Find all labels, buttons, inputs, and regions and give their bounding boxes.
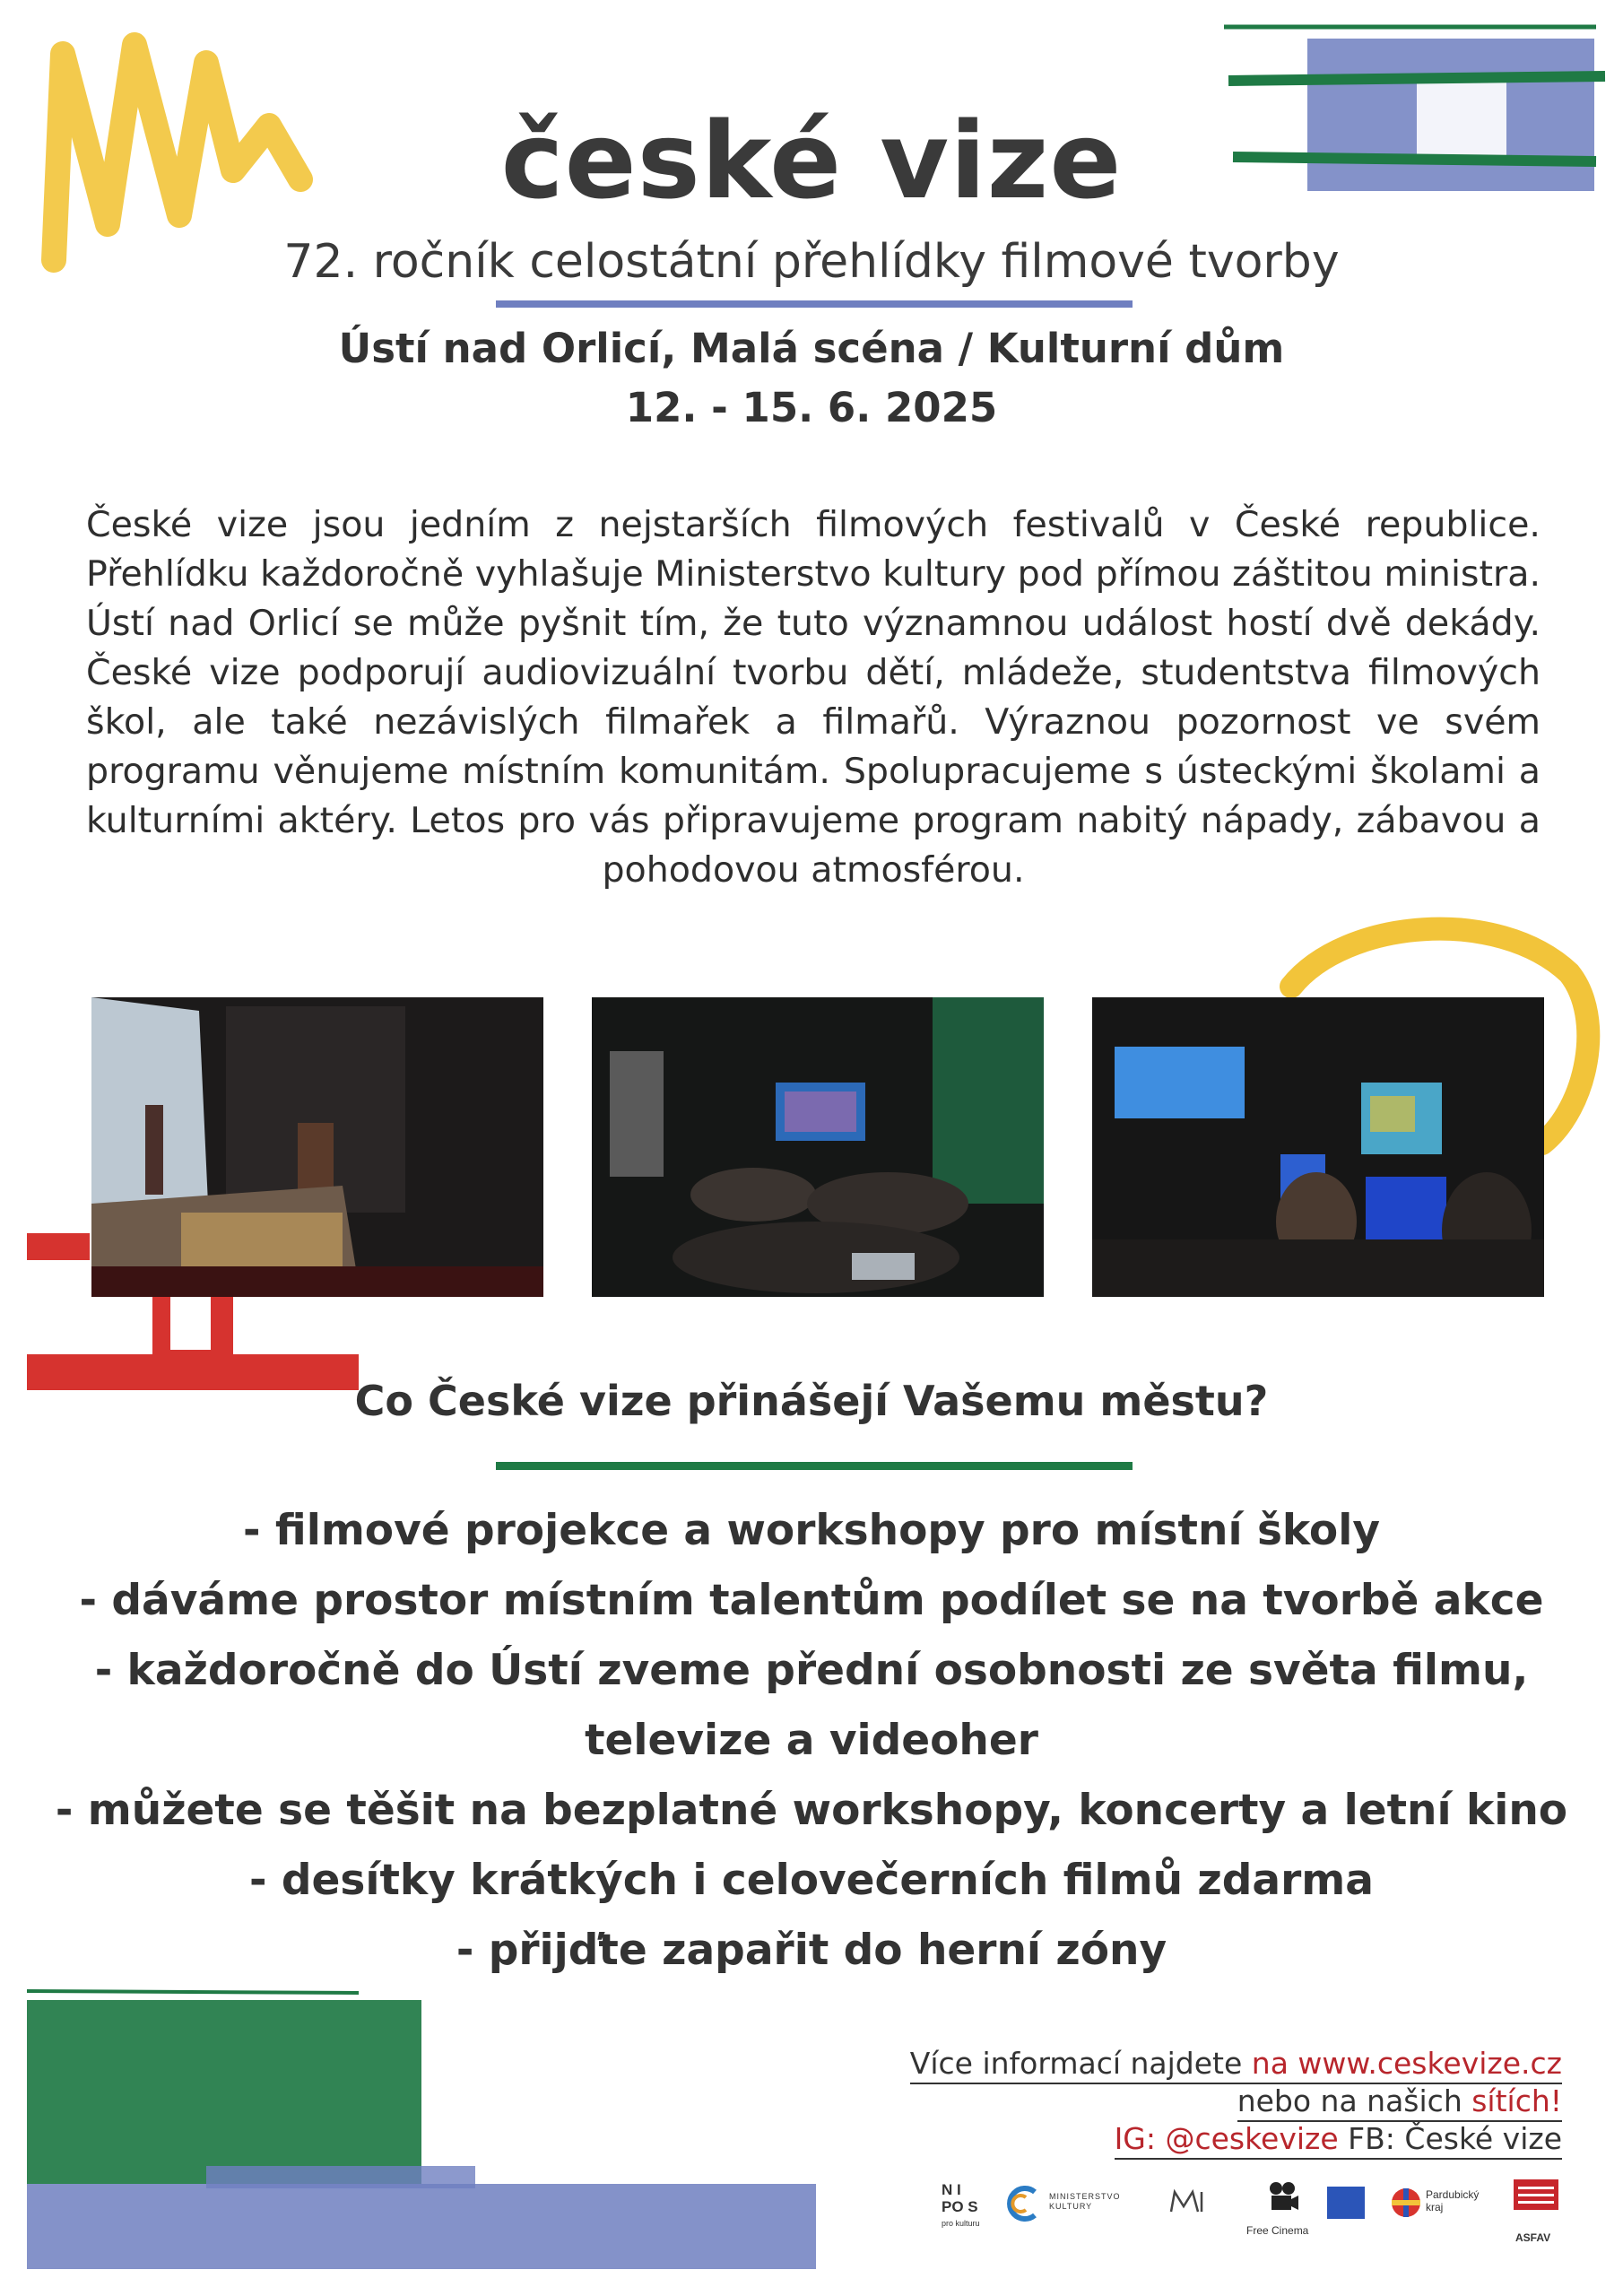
partner-logos (942, 2179, 1569, 2251)
pardubice-logo: Pardubický kraj (1426, 2188, 1480, 2213)
instagram-handle[interactable]: IG: @ceskevize (1114, 2121, 1339, 2156)
list-item: - přijďte zapařit do herní zóny (456, 1926, 1167, 1975)
intro-paragraph: České vize jsou jedním z nejstarších filmových festivalů v České republice. Přehlídku každoročně vyhlašuje Ministerstvo kultury pod přímou záštitou ministra. Ústí nad Orlicí se může pyšnit tím, že tuto významnou událost hostí dvě dekády. České vize podporují audiovizuální tvorbu dětí, mládeže, studentstva filmových škol, ale také nezávislých filmařek a filmařů. Výraznou pozornost ve svém programu věnujeme místním komunitám. Spolupracujeme s ústeckými školami a kulturními aktéry. Letos pro vás připravujeme program nabitý nápady, zábavou a pohodovou atmosférou. (86, 504, 1541, 891)
eu-flag-icon (1327, 2187, 1365, 2219)
contact-line-social (910, 2083, 1562, 2120)
list-item: - můžete se těšit na bezplatné workshopy, koncerty a letní kino (55, 1786, 1568, 1835)
dates: 12. - 15. 6. 2025 (625, 384, 998, 431)
list-item: televize a videoher (585, 1716, 1038, 1765)
list-item: - desítky krátkých i celovečerních filmů zdarma (248, 1856, 1374, 1905)
facebook-handle[interactable]: FB: České vize (1338, 2121, 1562, 2156)
film-camera-icon (1264, 2179, 1300, 2215)
photo-stage (91, 997, 543, 1297)
list-item: - filmové projekce a workshopy pro místní školy (243, 1506, 1380, 1555)
photo-game-zone (1092, 997, 1544, 1297)
venue: Ústí nad Orlicí, Malá scéna / Kulturní dům (338, 325, 1285, 372)
page-title: české vize (500, 99, 1123, 222)
freecinema-logo: Free Cinema (1246, 2224, 1309, 2237)
nipos-logo: N I PO S pro kulturu (942, 2181, 980, 2228)
contact-line-handles (910, 2120, 1562, 2158)
benefits-list (0, 1496, 1623, 1986)
pardubice-emblem-icon (1390, 2187, 1422, 2219)
page-subtitle: 72. ročník celostátní přehlídky filmové tvorby (283, 235, 1340, 289)
social-highlight: sítích! (1471, 2083, 1562, 2118)
subtitle-underline (496, 300, 1133, 308)
section-title: Co České vize přinášejí Vašemu městu? (354, 1377, 1269, 1425)
mmi-logo-icon (1167, 2187, 1209, 2215)
contact-social-prefix: nebo na našich (1237, 2083, 1472, 2118)
list-item: - každoročně do Ústí zveme přední osobnosti ze světa filmu, (94, 1646, 1529, 1695)
asfav-logo-icon (1514, 2179, 1558, 2221)
contact-prefix: Více informací najdete (909, 2046, 1252, 2081)
section-underline (496, 1462, 1133, 1470)
contact-block (910, 2045, 1562, 2158)
photo-workshop (592, 997, 1044, 1297)
asfav-label: ASFAV (1515, 2231, 1551, 2244)
ministry-logo: MINISTERSTVO KULTURY (1049, 2192, 1121, 2211)
website-link[interactable]: na www.ceskevize.cz (1251, 2046, 1562, 2081)
contact-line-website (910, 2045, 1562, 2083)
list-item: - dáváme prostor místním talentům podílet se na tvorbě akce (79, 1576, 1544, 1625)
green-blue-brush-bottom-left (27, 1982, 834, 2278)
nipos-circle-icon (1006, 2185, 1044, 2222)
